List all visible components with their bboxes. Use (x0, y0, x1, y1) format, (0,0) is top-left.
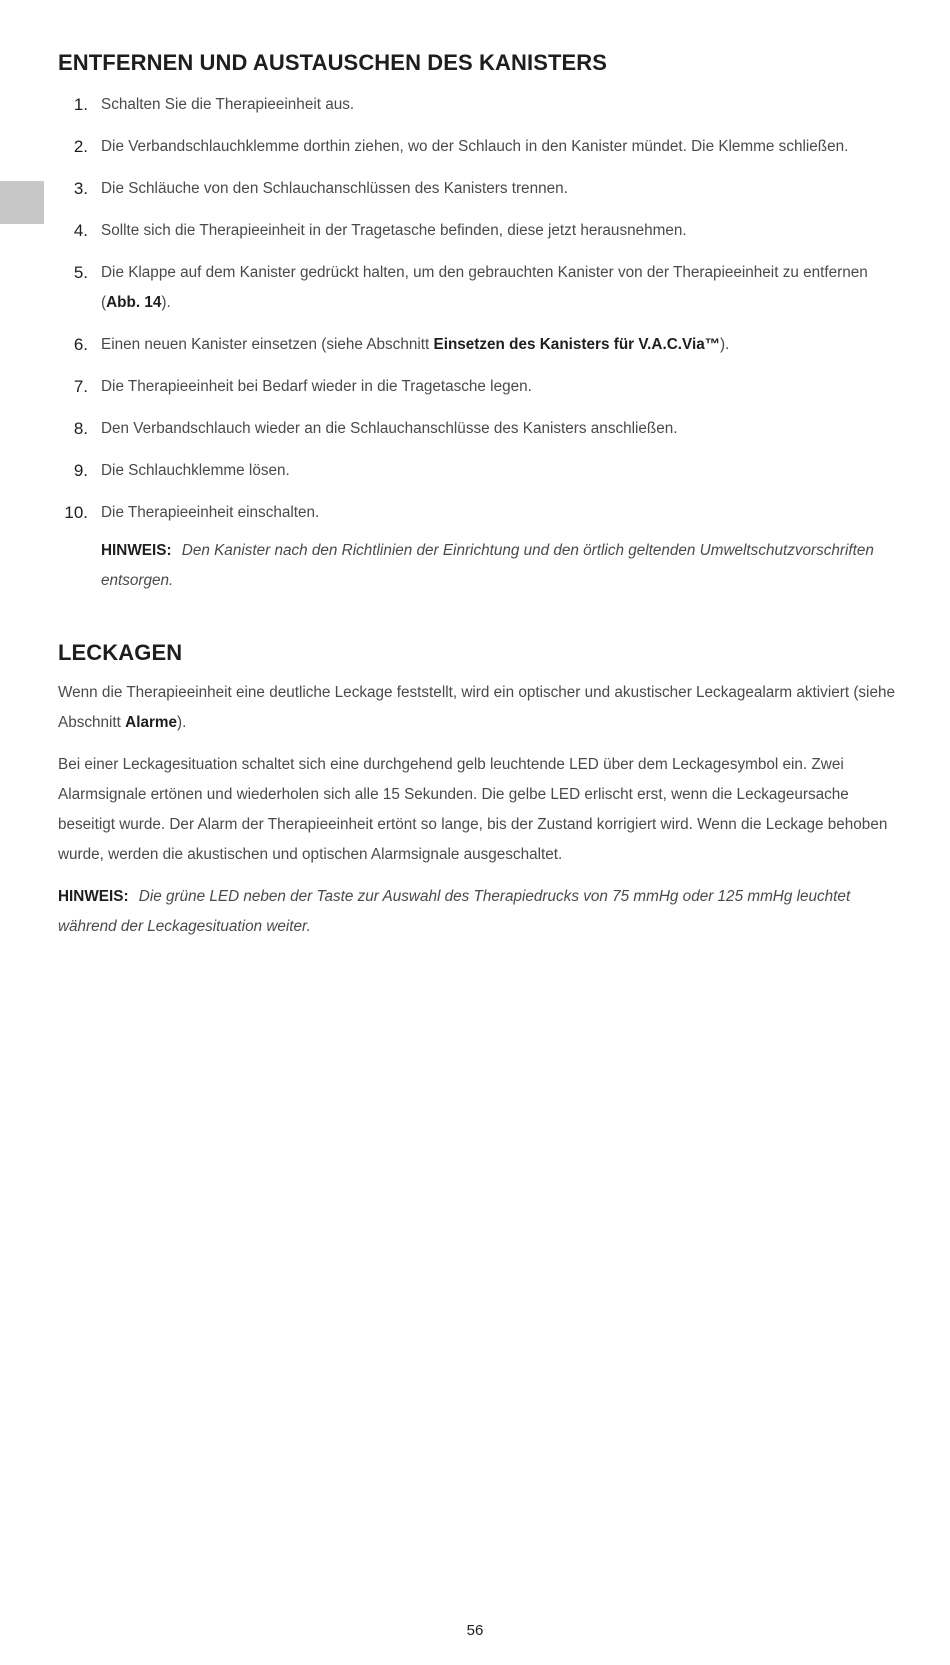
step-number: 7. (73, 377, 88, 396)
page-number: 56 (466, 1622, 484, 1639)
step-text: Schalten Sie die Therapieeinheit aus. (101, 96, 355, 113)
section-heading-leaks: LECKAGEN (58, 640, 183, 665)
leak-paragraph-2: Bei einer Leckagesituation schaltet sich eine durchgehend gelb leuchtende LED über dem Leckagesymbol ein. Zwei Alarmsignale ertönen und wiederholen sich alle 15 Sekunden. Die gelbe LED erlischt erst, wenn die Leckageursache beseitigt wurde. Der Alarm der Therapieeinheit ertönt so lange, bis der Zustand korrigiert wird. Wenn die Leckage behoben wurde, werden die akustischen und optischen Alarmsignale ausgeschaltet. (58, 756, 888, 863)
step-text-part: Die Klappe auf dem Kanister gedrückt halten, um den gebrauchten Kanister von der Therapieeinheit zu entfernen ( (101, 264, 868, 311)
step-number: 3. (73, 179, 88, 198)
step-number: 10. (64, 503, 88, 522)
list-item (58, 456, 908, 486)
paragraph-text-part: ). (177, 714, 187, 731)
step-number: 1. (73, 95, 88, 114)
section-heading-canister: ENTFERNEN UND AUSTAUSCHEN DES KANISTERS (58, 50, 608, 75)
list-item (58, 174, 908, 204)
note-label: HINWEIS: (58, 888, 129, 905)
leak-paragraph-1 (58, 678, 908, 738)
step-text-part: ). (161, 294, 171, 311)
step-text (101, 264, 868, 311)
step-number: 6. (73, 335, 88, 354)
list-item (58, 330, 908, 360)
step-text: Sollte sich die Therapieeinheit in der Tragetasche befinden, diese jetzt herausnehmen. (101, 222, 687, 239)
step-text (101, 336, 729, 353)
step-text: Die Therapieeinheit einschalten. (101, 504, 320, 521)
note-canister-disposal (58, 536, 908, 596)
step-number: 2. (73, 137, 88, 156)
step-text-part: ). (720, 336, 730, 353)
list-item (58, 414, 908, 444)
note-text: Die grüne LED neben der Taste zur Auswahl des Therapiedrucks von 75 mmHg oder 125 mmHg leuchtet während der Leckagesituation weiter. (58, 888, 851, 935)
step-number: 5. (73, 263, 88, 282)
figure-reference: Abb. 14 (106, 294, 162, 311)
list-item (58, 258, 908, 318)
step-text: Die Schlauchklemme lösen. (101, 462, 290, 479)
step-text-part: Einen neuen Kanister einsetzen (siehe Abschnitt (101, 336, 434, 353)
step-number: 4. (73, 221, 88, 240)
page-content (58, 50, 908, 942)
note-green-led (58, 882, 908, 942)
chapter-tab-marker (0, 181, 44, 224)
list-item (58, 498, 908, 528)
list-item (58, 90, 908, 120)
note-label: HINWEIS: (101, 542, 172, 559)
section-reference: Alarme (125, 714, 178, 731)
step-number: 9. (73, 461, 88, 480)
step-number: 8. (73, 419, 88, 438)
step-text: Die Therapieeinheit bei Bedarf wieder in die Tragetasche legen. (101, 378, 532, 395)
paragraph-text-part: Wenn die Therapieeinheit eine deutliche Leckage feststellt, wird ein optischer und akustischer Leckagealarm aktiviert (siehe Abschnitt (58, 684, 895, 731)
step-text: Den Verbandschlauch wieder an die Schlauchanschlüsse des Kanisters anschließen. (101, 420, 678, 437)
list-item (58, 216, 908, 246)
note-text: Den Kanister nach den Richtlinien der Einrichtung und den örtlich geltenden Umweltschutzvorschriften entsorgen. (101, 542, 874, 589)
list-item (58, 132, 908, 162)
step-text: Die Schläuche von den Schlauchanschlüssen des Kanisters trennen. (101, 180, 568, 197)
section-reference: Einsetzen des Kanisters für V.A.C.Via™ (433, 336, 720, 353)
canister-steps-list (58, 90, 908, 528)
step-text: Die Verbandschlauchklemme dorthin ziehen, wo der Schlauch in den Kanister mündet. Die Klemme schließen. (101, 138, 849, 155)
list-item (58, 372, 908, 402)
